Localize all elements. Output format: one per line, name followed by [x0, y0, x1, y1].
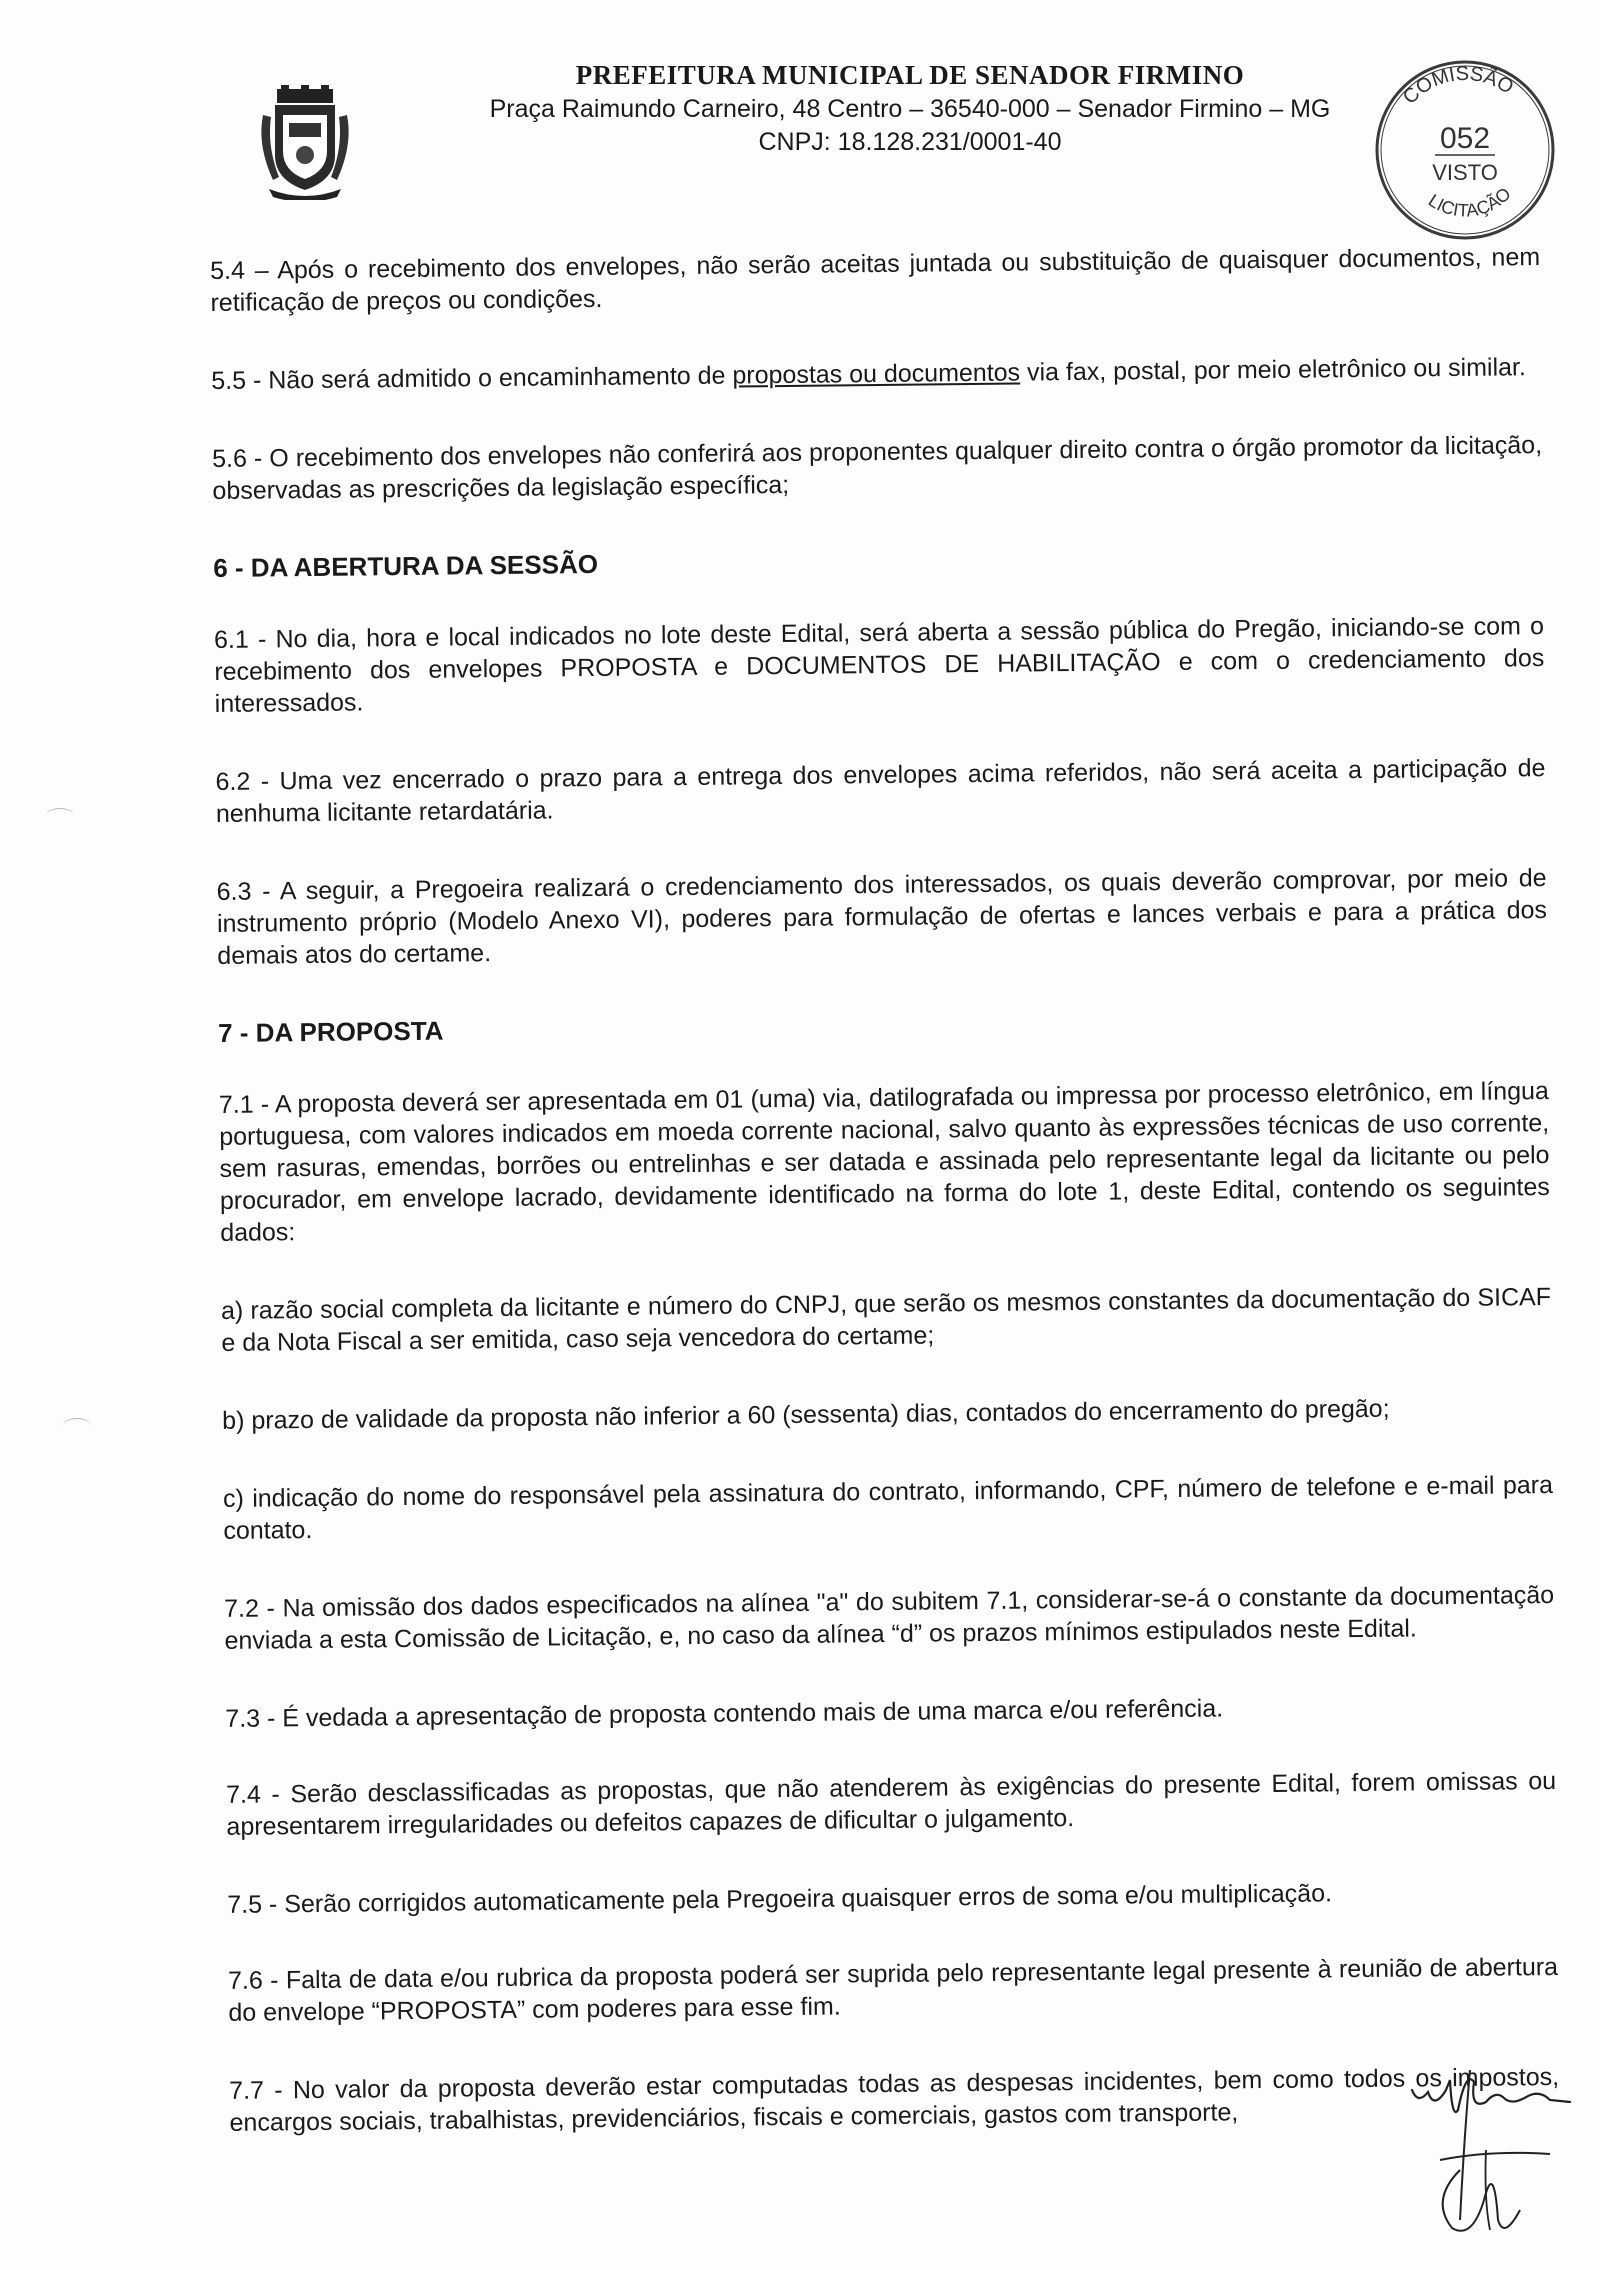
svg-text:LICITAÇÃO [1425, 184, 1515, 221]
clause-5-5-underlined: propostas ou documentos [732, 358, 1021, 390]
clause-5-4: 5.4 – Após o recebimento dos envelopes, não serão aceitas juntada ou substituição de quaisquer documentos, nem retificação de preços ou condições. [210, 243, 1541, 317]
clause-6-2: 6.2 - Uma vez encerrado o prazo para a entrega dos envelopes acima referidos, não será aceita a participação de nenhuma licitante retardatária. [215, 754, 1546, 828]
clause-7-6: 7.6 - Falta de data e/ou rubrica da proposta poderá ser suprida pelo representante legal presente à reunião de abertura do envelope “PROPOSTA” com poderes para esse fim. [227, 1952, 1559, 2027]
stamp-bottom-text: LICITAÇÃO [1424, 183, 1515, 221]
clause-5-5-text-b: via fax, postal, por meio eletrônico ou similar. [1019, 353, 1527, 387]
clause-7-1-c: c) indicação do nome do responsável pela assinatura do contrato, informando, CPF, número de telefone e e-mail para contato. [222, 1471, 1554, 1545]
section-heading-7: 7 - DA PROPOSTA [217, 1015, 444, 1048]
clause-5-6: 5.6 - O recebimento dos envelopes não conferirá aos proponentes qualquer direito contra o órgão promotor da licitação, observadas as prescrições da legislação específica; [211, 431, 1543, 505]
document-body [210, 241, 1560, 2185]
clause-5-5-text-a: 5.5 - Não será admitido o encaminhamento de [211, 361, 733, 395]
municipal-crest-icon [255, 85, 355, 200]
clause-7-1: 7.1 - A proposta deverá ser apresentada em 01 (uma) via, datilografada ou impressa por processo eletrônico, em língua portuguesa, com valores indicados em moeda corrente nacional, salvo quanto às expressões técnicas de uso corrente, sem rasuras, emendas, borrões ou entrelinhas e ser datada e assinada pelo representante legal da licitante ou pelo procurador, em envelope lacrado, devidamente identificado na forma do lote 1, deste Edital, contendo os seguintes dados: [218, 1077, 1550, 1247]
clause-7-4: 7.4 - Serão desclassificadas as propostas, que não atenderem às exigências do presente Edital, forem omissas ou apresentarem irregularidades ou defeitos capazes de dificultar o julgamento. [225, 1766, 1557, 1841]
clause-6-1: 6.1 - No dia, hora e local indicados no lote deste Edital, será aberta a sessão pública do Pregão, iniciando-se com o recebimento dos envelopes PROPOSTA e DOCUMENTOS DE HABILITAÇÃO e com o credenciamento dos interessados. [213, 612, 1545, 718]
clause-7-7: 7.7 - No valor da proposta deverão estar computadas todas as despesas incidentes, bem como todos os impostos, encargos sociais, trabalhistas, previdenciários, fiscais e comerciais, gastos com transporte, [229, 2062, 1560, 2137]
clause-7-1-a: a) razão social completa da licitante e número do CNPJ, que serão os mesmos constantes da documentação do SICAF e da Nota Fiscal a ser emitida, caso seja vencedora do certame; [220, 1283, 1552, 1357]
letterhead [430, 60, 1390, 157]
stamp-top-text: COMISSÃO [1398, 62, 1518, 109]
clause-7-1-b: b) prazo de validade da proposta não inferior a 60 (sessenta) dias, contados do encerramento do pregão; [222, 1394, 1390, 1435]
clause-7-5: 7.5 - Serão corrigidos automaticamente pela Pregoeira quaisquer erros de soma e/ou multiplicação. [227, 1879, 1333, 1919]
punch-mark [45, 808, 75, 827]
clause-5-5 [211, 351, 1541, 397]
letterhead-cnpj: CNPJ: 18.128.231/0001-40 [758, 128, 1062, 156]
letterhead-organization: PREFEITURA MUNICIPAL DE SENADOR FIRMINO [575, 60, 1245, 90]
handwritten-signature [1400, 2050, 1590, 2250]
clause-7-2: 7.2 - Na omissão dos dados especificados na alínea "a" do subitem 7.1, considerar-se-á o constante da documentação enviada a esta Comissão de Licitação, e, no caso da alínea “d” os prazos mínimos estipulados neste Edital. [224, 1580, 1555, 1655]
stamp-number: 052 [1439, 122, 1491, 155]
clause-7-3: 7.3 - É vedada a apresentação de proposta contendo mais de uma marca e/ou referência. [225, 1694, 1224, 1733]
clause-6-3: 6.3 - A seguir, a Pregoeira realizará o credenciamento dos interessados, os quais deverão comprovar, por meio de instrumento próprio (Modelo Anexo VI), poderes para formulação de ofertas e lances verbais e para a prática dos demais atos do certame. [216, 864, 1548, 970]
stamp-middle-text: VISTO [1432, 160, 1498, 185]
punch-mark [62, 1418, 92, 1437]
section-heading-6: 6 - DA ABERTURA DA SESSÃO [213, 548, 599, 583]
letterhead-address: Praça Raimundo Carneiro, 48 Centro – 36540-000 – Senador Firmino – MG [489, 95, 1331, 123]
commission-stamp [1365, 50, 1565, 250]
